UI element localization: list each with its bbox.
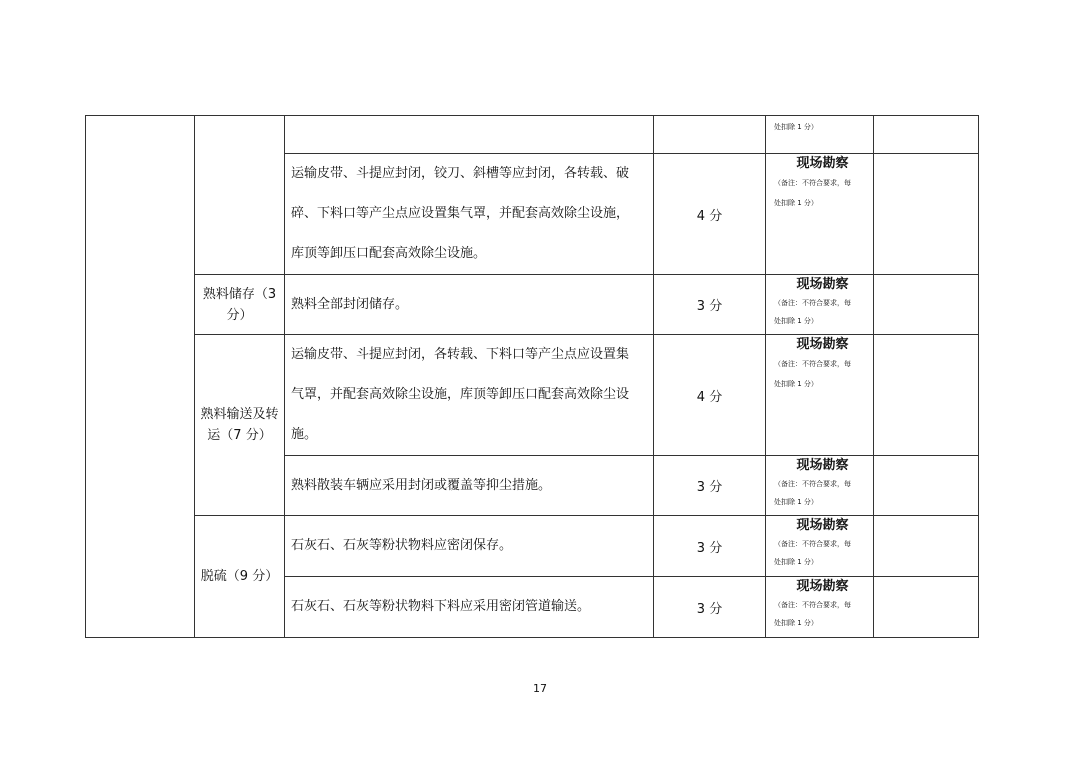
- empty-remarks-cell: [874, 516, 979, 577]
- method-title: 现场勘察: [796, 579, 849, 594]
- requirement-line: 石灰石、石灰等粉状物料应密闭保存。: [291, 538, 513, 553]
- method-title: 现场勘察: [796, 337, 849, 352]
- method-cell: [766, 154, 874, 275]
- empty-remarks-cell: [874, 154, 979, 275]
- requirement-line: 碎、下料口等产尘点应设置集气罩，并配套高效除尘设施，: [291, 206, 630, 221]
- page-number: 17: [533, 682, 547, 695]
- table-row: [86, 335, 979, 456]
- requirement-line: 石灰石、石灰等粉状物料下料应采用密闭管道输送。: [291, 599, 591, 614]
- method-cell: [766, 275, 874, 335]
- method-note: 处扣除 1 分）: [774, 380, 818, 388]
- empty-requirement-cell: [285, 116, 654, 154]
- requirement-cell: [285, 335, 654, 456]
- empty-remarks-cell: [874, 116, 979, 154]
- requirement-line: 熟料全部封闭储存。: [291, 296, 409, 312]
- empty-score-cell: [654, 116, 766, 154]
- method-note: （备注：不符合要求，每: [774, 179, 851, 187]
- requirement-cell: [285, 275, 654, 335]
- requirement-line: 库顶等卸压口配套高效除尘设施。: [291, 246, 487, 261]
- method-cell: [766, 335, 874, 456]
- method-note: 处扣除 1 分）: [774, 619, 818, 627]
- requirement-line: 熟料散装车辆应采用封闭或覆盖等抑尘措施。: [291, 477, 552, 493]
- method-cell: [766, 577, 874, 638]
- requirement-cell: [285, 456, 654, 516]
- method-note: （备注：不符合要求，每: [774, 480, 851, 488]
- method-title: 现场勘察: [796, 277, 849, 292]
- method-title: 现场勘察: [796, 156, 849, 171]
- assessment-table: [85, 115, 979, 638]
- requirement-cell: [285, 577, 654, 638]
- method-note: （备注：不符合要求，每: [774, 299, 851, 307]
- method-carry-note: 处扣除 1 分）: [774, 123, 818, 131]
- empty-remarks-cell: [874, 577, 979, 638]
- requirement-line: 运输皮带、斗提应封闭，铰刀、斜槽等应封闭，各转载、破: [291, 166, 630, 181]
- category-cell: 熟料储存（3 分）: [195, 275, 285, 335]
- table-row: [86, 275, 979, 335]
- empty-category-cell: [195, 116, 285, 275]
- category-cell: 脱硫（9 分）: [195, 516, 285, 638]
- score-cell: 3 分: [654, 456, 766, 516]
- empty-remarks-cell: [874, 456, 979, 516]
- method-note: （备注：不符合要求，每: [774, 360, 851, 368]
- method-note: （备注：不符合要求，每: [774, 601, 851, 609]
- score-cell: 3 分: [654, 516, 766, 577]
- empty-first-column-cell: [86, 116, 195, 638]
- requirement-cell: [285, 516, 654, 577]
- empty-remarks-cell: [874, 275, 979, 335]
- method-title: 现场勘察: [796, 518, 849, 533]
- score-cell: 3 分: [654, 275, 766, 335]
- method-title: 现场勘察: [796, 458, 849, 473]
- requirement-line: 气罩，并配套高效除尘设施，库顶等卸压口配套高效除尘设: [291, 387, 630, 402]
- method-note: 处扣除 1 分）: [774, 558, 818, 566]
- method-note: 处扣除 1 分）: [774, 199, 818, 207]
- score-cell: 4 分: [654, 335, 766, 456]
- score-cell: 3 分: [654, 577, 766, 638]
- table-row: [86, 516, 979, 577]
- method-cell: [766, 456, 874, 516]
- requirement-cell: [285, 154, 654, 275]
- method-note: 处扣除 1 分）: [774, 498, 818, 506]
- empty-remarks-cell: [874, 335, 979, 456]
- method-cell: [766, 516, 874, 577]
- requirement-line: 施。: [291, 427, 318, 442]
- category-cell: 熟料输送及转运（7 分）: [195, 335, 285, 516]
- requirement-line: 运输皮带、斗提应封闭，各转载、下料口等产尘点应设置集: [291, 347, 630, 362]
- method-note: 处扣除 1 分）: [774, 317, 818, 325]
- method-note: （备注：不符合要求，每: [774, 540, 851, 548]
- method-cell: [766, 116, 874, 154]
- score-cell: 4 分: [654, 154, 766, 275]
- table-row: [86, 116, 979, 154]
